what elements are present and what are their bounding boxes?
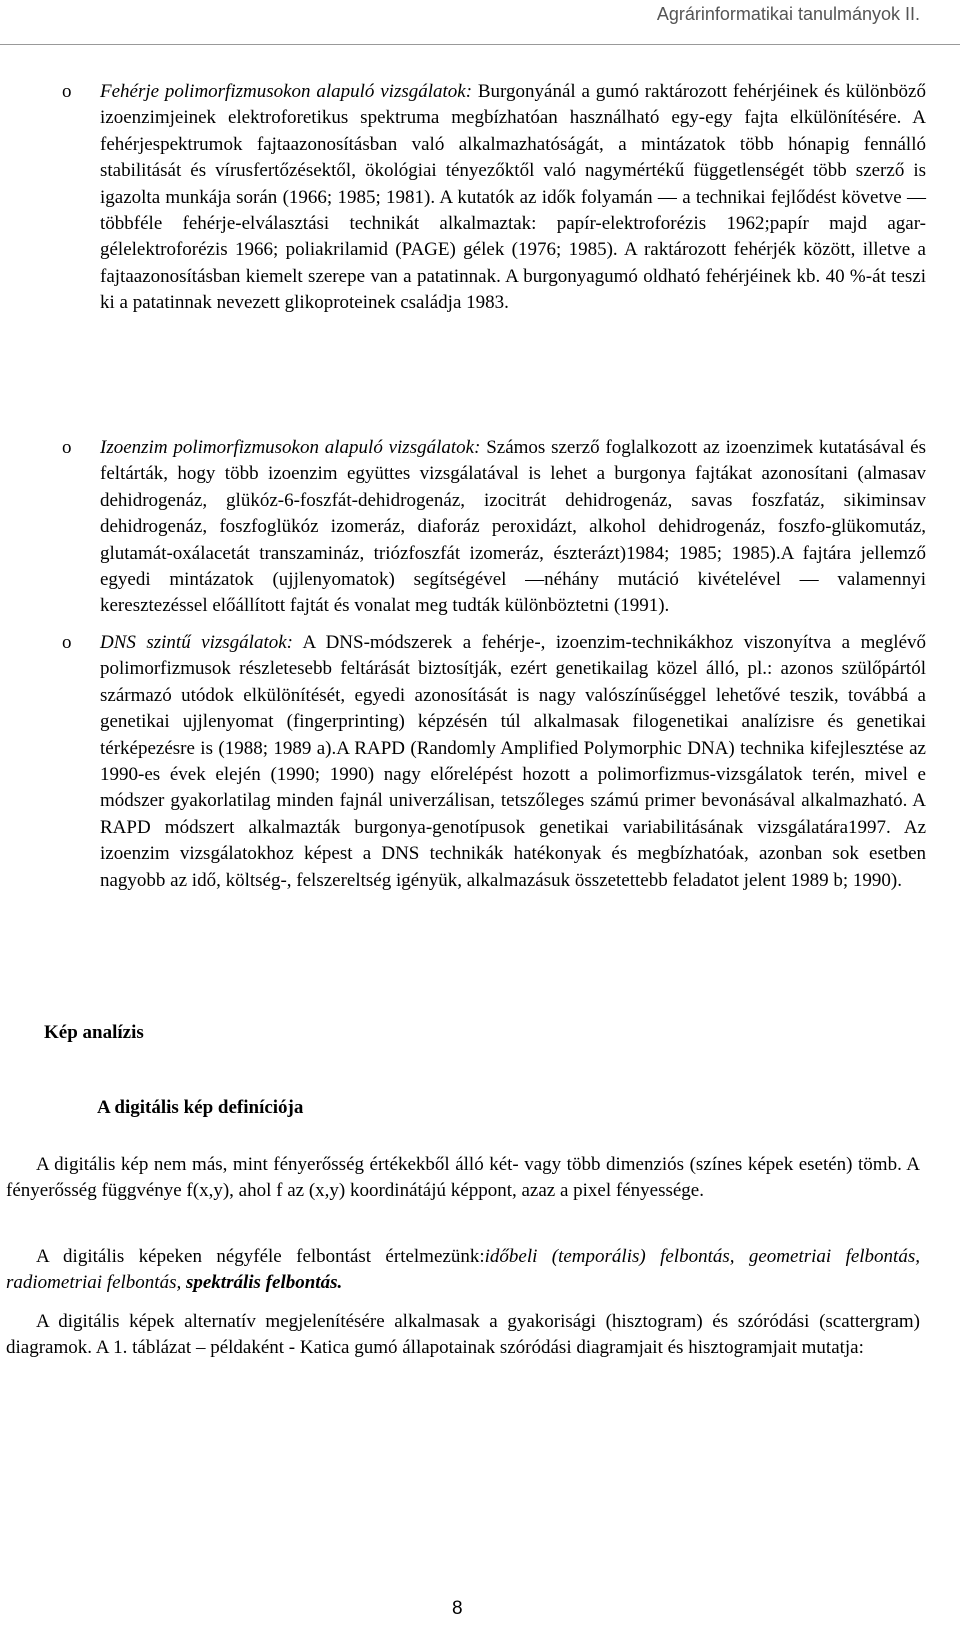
bullet-item-protein-polymorphism: [62, 79, 926, 317]
paragraph-resolutions: [6, 1244, 920, 1297]
bullet-item-dna-level: [62, 630, 926, 894]
bullet-term: Fehérje polimorfizmusokon alapuló vizsgálatok:: [100, 81, 473, 102]
section-heading: Kép analízis: [44, 1022, 144, 1043]
bullet-term: Izoenzim polimorfizmusokon alapuló vizsgálatok:: [100, 437, 481, 458]
bullet-body: Burgonyánál a gumó raktározott fehérjéinek és különböző izoenzimjeinek elektroforetikus spektruma megbízhatóan használható egy-egy fajta elkülönítésére. A fehérjespektrumok fajtaazonosításban való alkalmazhatóságát, a mintázatok több hónapig fennálló stabilitását és vírusfertőzésektől, ökológiai tényezőktől való nagymértékű függetlenségét több szerző is igazolta munkája során (1966; 1985; 1981). A kutatók az idők folyamán ― a technikai fejlődést követve ― többféle fehérje-elválasztási technikát alkalmaztak: papír-elektroforézis 1962;papír majd agar-gélelektroforézis 1966; poliakrilamid (PAGE) gélek (1976; 1985). A raktározott fehérjék között, illetve a fajtaazonosításban kiemelt szerepe van a patatinnak. A burgonyagumó oldható fehérjéinek kb. 40 %-át teszi ki a patatinnak nevezett glikoproteinek családja 1983.: [100, 81, 926, 314]
bullet-term: DNS szintű vizsgálatok:: [100, 632, 294, 653]
resolution-list-bold: spektrális felbontás.: [185, 1272, 343, 1294]
page-number: 8: [452, 1598, 463, 1619]
paragraph-definition: A digitális kép nem más, mint fényerősség értékekből álló két- vagy több dimenziós (színes képek esetén) tömb. A fényerősség függvénye f(x,y), ahol f az (x,y) koordinátájú képpont, azaz a pixel fényessége.: [6, 1154, 920, 1202]
header-divider: [0, 44, 960, 45]
resolution-list-italic: időbeli (temporális) felbontás, geometriai felbontás, radiometriai felbontás,: [6, 1246, 920, 1294]
bullet-marker: o: [62, 81, 72, 102]
bullet-paragraph: [100, 79, 926, 317]
bullet-body: Számos szerző foglalkozott az izoenzimek kutatásával és feltárták, hogy több izoenzim együttes vizsgálatával is lehet a burgonya fajtákat azonosítani (almasav dehidrogenáz, glükóz-6-foszfát-dehidrogenáz, izocitrát dehidrogenáz, savas foszfatáz, sikiminsav dehidrogenáz, foszfoglükóz izomeráz, diaforáz peroxidázt, alkohol dehidrogenáz, foszfo-glükomutáz, glutamát-oxálacetát transzamináz, triózfoszfát izomeráz, észterázt)1984; 1985; 1985).A fajtára jellemző egyedi mintázatok (ujjlenyomatok) segítségével ―néhány mutáció kivételével ― valamennyi keresztezéssel előállított fajtát és vonalat meg tudták különböztetni (1991).: [100, 437, 926, 617]
paragraph-lead: A digitális képeken négyféle felbontást értelmezünk:: [36, 1246, 485, 1267]
bullet-marker: o: [62, 632, 72, 653]
bullet-item-isoenzyme-polymorphism: [62, 435, 926, 620]
bullet-marker: o: [62, 437, 72, 458]
paragraph-diagrams: A digitális képek alternatív megjelenítésére alkalmasak a gyakorisági (hisztogram) és szóródási (scattergram) diagramok. A 1. táblázat – példaként - Katica gumó állapotainak szóródási diagramjait és hisztogramjait mutatja:: [6, 1311, 920, 1359]
running-header-title: Agrárinformatikai tanulmányok II.: [656, 4, 920, 24]
subsection-heading: A digitális kép definíciója: [97, 1097, 304, 1118]
bullet-paragraph: [100, 435, 926, 620]
bullet-body: A DNS-módszerek a fehérje-, izoenzim-technikákhoz viszonyítva a meglévő polimorfizmusok részletesebb feltárását biztosítják, ezért genetikailag közel álló, pl.: azonos szülőpártól származó utódok elkülönítését, egyedi azonosítását is nagy valószínűséggel lehetővé teszik, továbbá a genetikai ujjlenyomat (fingerprinting) képzésén túl alkalmasak filogenetikai analízisre és genetikai térképezésre is (1988; 1989 a).A RAPD (Randomly Amplified Polymorphic DNA) technika kifejlesztése az 1990-es évek elején (1990; 1990) nagy előrelépést hozott a polimorfizmus-vizsgálatok terén, mivel e módszer gyakorlatilag minden fajnál univerzálisan, tetszőleges számú primer bevonásával alkalmazható. A RAPD módszert alkalmazták burgonya-genotípusok genetikai variabilitásának vizsgálatára1997. Az izoenzim vizsgálatokhoz képest a DNS technikák hatékonyak és megbízhatóak, azonban sok esetben nagyobb az idő, költség-, felszereltség igényük, alkalmazásuk összetettebb feladatot jelent 1989 b; 1990).: [100, 632, 927, 891]
bullet-paragraph: [100, 630, 926, 894]
